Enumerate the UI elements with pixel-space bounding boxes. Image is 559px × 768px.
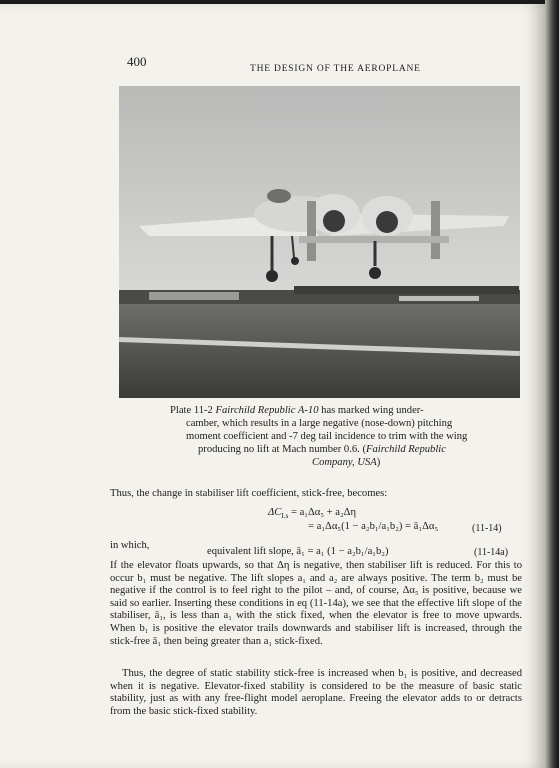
equation-1-rhs: = a₁Δα₅ + a₂Δη (288, 507, 357, 518)
aircraft-photo (119, 86, 520, 398)
caption-line3: moment coefficient and -7 deg tail incidence to trim with the wing (186, 431, 468, 442)
paragraph-static-stability: Thus, the degree of static stability stick-free is increased when b₁ is positive, and decreased when it is negative. Elevator-fixed stability is considered to be the measure of basic static stability, just as with any free-flight model aeroplane. Freeing the elevator adds to or detracts from the basic stick-fixed stability. (110, 668, 522, 717)
caption-aircraft: Fairchild Republic A-10 (215, 405, 319, 416)
in-which-label: in which, (110, 540, 150, 551)
equation-number-1: (11-14) (472, 523, 502, 534)
equation-1-lhs: ΔC (268, 507, 282, 518)
equation-line-3: equivalent lift slope, ā₁ = a₁ (1 − a₂b₁/a₁b₂) (207, 546, 389, 557)
equation-line-2: = a₁Δα₅(1 − a₂b₁/a₁b₂) = ā₁Δα₅ (308, 521, 439, 532)
equation-number-2: (11-14a) (474, 547, 509, 558)
intro-sentence: Thus, the change in stabiliser lift coefficient, stick-free, becomes: (110, 488, 388, 499)
caption-line2: camber, which results in a large negative (nose-down) pitching (186, 418, 453, 429)
page-number: 400 (127, 54, 147, 69)
caption-label: Plate 11-2 (170, 405, 213, 416)
paragraph-elevator-float: If the elevator floats upwards, so that Δη is negative, then stabiliser lift is reduced. For this to occur b₁ must be negative. The lift slopes a₁ and a₂ are always positive. The term b₂ must be negative if the control is to feel right to the pilot – and, of course, Δα₅ is positive, because we said so earlier. Inserting these conditions in eq (11-14a), we see that the effective lift slope of the stabiliser, ā₁, is less than a₁ with the stick fixed, when the elevator is free to move upwards. When b₁ is positive the elevator trails downwards and stabiliser lift is increased, through the stick-free ā₁ then being greater than a₁ stick-fixed. (110, 560, 522, 647)
caption-close: ) (376, 457, 381, 468)
aircraft-photo-drawing (119, 86, 520, 398)
equation-line-1: $\Delta C_{Ls} = a_1\Delta\alpha_5 + a_2\Delta\eta$ (268, 507, 357, 521)
caption-credit-a: Fairchild Republic (366, 444, 446, 455)
book-page (0, 4, 545, 768)
caption-line4: producing no lift at Mach number 0.6. ( (198, 444, 366, 455)
caption-line1: has marked wing under- (321, 405, 424, 416)
caption-credit-b: Company, USA (312, 457, 377, 468)
book-spine-shadow (545, 0, 559, 768)
running-head: THE DESIGN OF THE AEROPLANE (250, 64, 421, 74)
figure-caption (158, 404, 516, 469)
